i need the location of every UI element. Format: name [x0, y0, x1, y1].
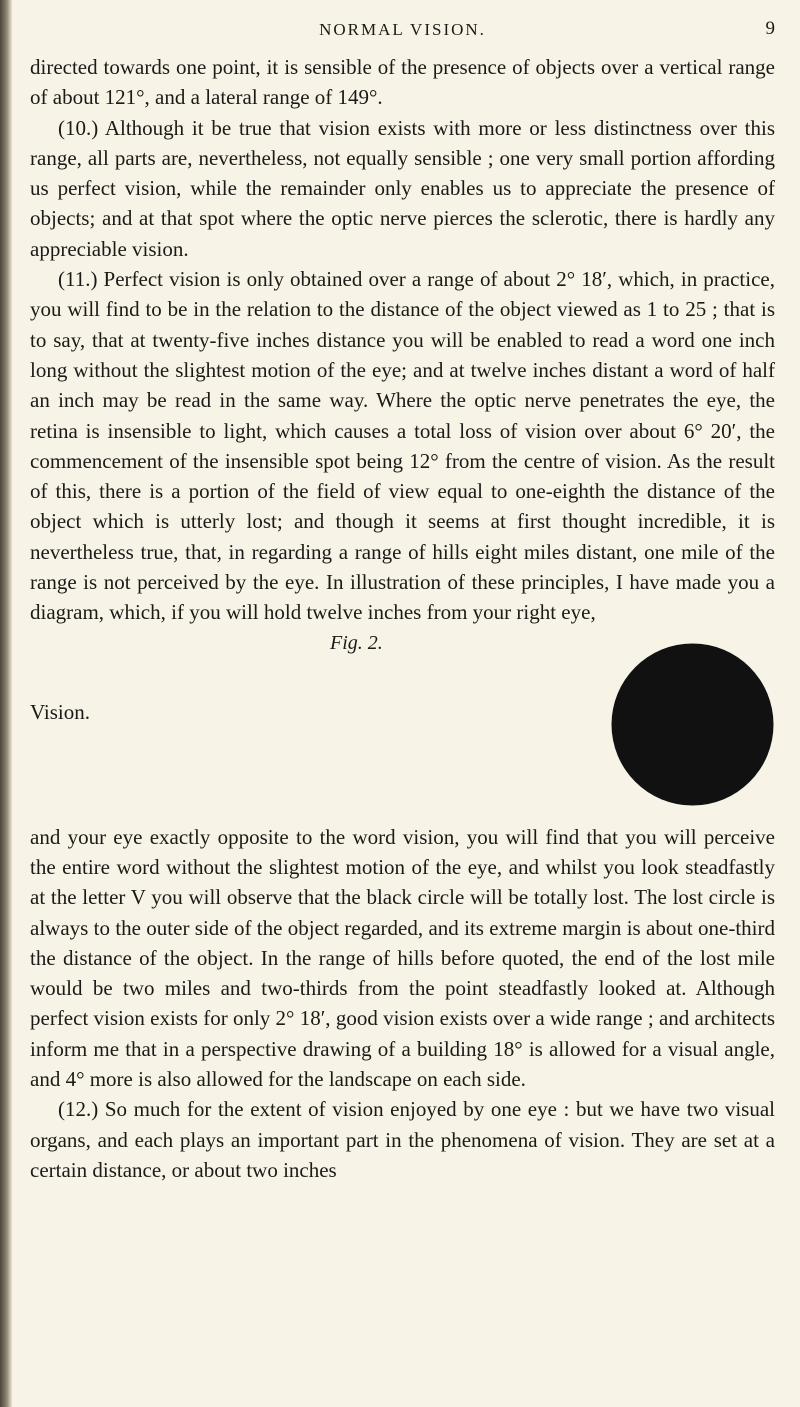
black-circle	[610, 642, 775, 807]
running-head	[30, 0, 775, 52]
paragraph-11: (11.) Perfect vision is only obtained over a range of about 2° 18′, which, in practice, you will find to be in the relation to the distance of the object viewed as 1 to 25 ; that is to say, that at twenty-five inches distance you will be enabled to read a word one inch long without the slightest motion of the eye; and at twelve inches distant a word of half an inch may be read in the same way. Where the optic nerve penetrates the eye, the retina is insensible to light, which causes a total loss of vision over about 6° 20′, the commencement of the insensible spot being 12° from the centre of vision. As the result of this, there is a portion of the field of view equal to one-eighth the distance of the object which is utterly lost; and though it seems at first thought incredible, it is nevertheless true, that, in regarding a range of hills eight miles distant, one mile of the range is not perceived by the eye. In illustration of these principles, I have made you a diagram, which, if you will hold twelve inches from your right eye,	[30, 267, 775, 625]
running-title: NORMAL VISION.	[319, 20, 486, 39]
black-circle-shape	[612, 643, 774, 805]
book-spine-shadow	[0, 0, 12, 1407]
figure-2	[30, 632, 775, 822]
figure-caption: Fig. 2.	[330, 631, 383, 654]
book-page	[30, 0, 775, 1407]
paragraph-12: (12.) So much for the extent of vision enjoyed by one eye : but we have two visual organs, and each plays an important part in the phenomena of vision. They are set at a certain distance, or about two inches	[30, 1097, 775, 1182]
figure-word-vision: Vision.	[30, 699, 90, 724]
paragraph-11-continued: and your eye exactly opposite to the word vision, you will find that you will perceive the entire word without the slightest motion of the eye, and whilst you look steadfastly at the letter V you will observe that the black circle will be totally lost. The lost circle is always to the outer side of the object regarded, and its extreme margin is about one-third the distance of the object. In the range of hills before quoted, the end of the lost mile would be two miles and two-thirds from the point steadfastly looked at. Although perfect vision exists for only 2° 18′, good vision exists over a wide range ; and architects inform me that in a perspective drawing of a building 18° is allowed for a visual angle, and 4° more is also allowed for the landscape on each side.	[30, 824, 775, 1092]
page-number: 9	[765, 18, 775, 39]
paragraph-10: (10.) Although it be true that vision exists with more or less distinctness over this range, all parts are, nevertheless, not equally sensible ; one very small portion affording us perfect vision, while the remainder only enables us to appreciate the presence of objects; and at that spot where the optic nerve pierces the sclerotic, there is hardly any appreciable vision.	[30, 115, 775, 261]
paragraph-continuation: directed towards one point, it is sensible of the presence of objects over a vertical range of about 121°, and a lateral range of 149°.	[30, 55, 775, 110]
